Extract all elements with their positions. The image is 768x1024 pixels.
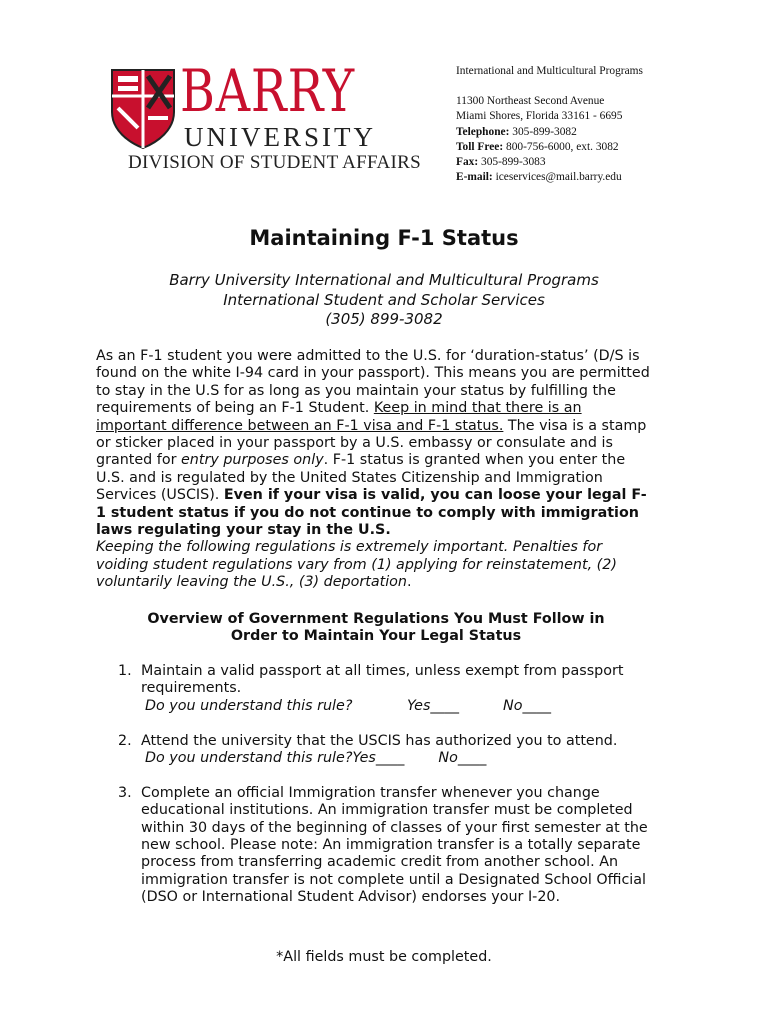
question-text: Do you understand this rule? xyxy=(145,697,353,714)
intro-penalties-text: Keeping the following regulations is extremely important. Penalties for voiding student regulations vary from (1) applying for reinstatement, (2) voluntarily leaving the U.S., (3) deportation xyxy=(96,539,617,591)
rule-item xyxy=(96,733,656,768)
footer-note: *All fields must be completed. xyxy=(276,949,492,965)
subheading-line-2: International Student and Scholar Services xyxy=(223,290,545,309)
fax-label: Fax: xyxy=(456,156,479,169)
office-name: International and Multicultural Programs xyxy=(456,65,643,77)
subheading-line-1: Barry University International and Multicultural Programs xyxy=(169,271,599,289)
intro-text-3: . F-1 status is granted when you enter the U.S. and is regulated by the United States Citizenship and Immigration Services (USCIS). xyxy=(96,452,626,504)
email-value: iceservices@mail.barry.edu xyxy=(495,171,622,184)
yes-blank[interactable]: Yes____ xyxy=(407,697,460,714)
intro-text-end: . xyxy=(407,574,412,591)
rule-item xyxy=(96,785,656,907)
tollfree-label: Toll Free: xyxy=(456,140,504,153)
fax-value: 305-899-3083 xyxy=(481,156,546,169)
rule-number: 1. xyxy=(118,663,132,679)
tollfree-value: 800-756-6000, ext. 3082 xyxy=(506,140,619,153)
telephone-label: Telephone: xyxy=(456,125,510,138)
intro-text-1: As an F-1 student you were admitted to the U.S. for ‘duration-status’ (D/S is found on the white I-94 card in your passport). This means you are permitted to stay in the U.S for as long as you maintain your status by fulfilling the requirements of being an F-1 Student. xyxy=(96,348,650,417)
overview-line-1: Overview of Government Regulations You Must Follow in xyxy=(147,611,605,627)
intro-text-2: The visa is a stamp or sticker placed in your passport by a U.S. embassy or consulate and is granted for xyxy=(96,417,647,469)
rule-question xyxy=(141,750,656,767)
rules-list xyxy=(96,663,656,924)
address-line-2: Miami Shores, Florida 33161 - 6695 xyxy=(456,110,623,123)
university-seal-icon xyxy=(110,68,176,150)
no-blank[interactable]: No____ xyxy=(503,697,552,714)
intro-underlined-text: Keep in mind that there is an important difference between an F-1 visa and F-1 status. xyxy=(96,400,582,434)
contact-block xyxy=(456,64,686,185)
page-title: Maintaining F-1 Status xyxy=(249,226,519,250)
question-text: Do you understand this rule? xyxy=(145,750,353,767)
fax-line xyxy=(456,155,686,170)
subheading xyxy=(0,271,768,330)
rule-number: 2. xyxy=(118,732,132,749)
brand-subtitle: UNIVERSITY xyxy=(184,122,376,152)
overview-heading xyxy=(96,611,656,646)
tollfree-line xyxy=(456,140,686,155)
rule-number: 3. xyxy=(118,784,132,801)
yes-blank[interactable]: Yes____ xyxy=(352,750,405,767)
address-line-1: 11300 Northeast Second Avenue xyxy=(456,95,605,108)
no-blank[interactable]: No____ xyxy=(438,750,487,767)
rule-text: Attend the university that the USCIS has authorized you to attend. xyxy=(141,732,618,749)
rule-item xyxy=(96,663,656,715)
email-line xyxy=(456,170,686,185)
intro-italic-text: entry purposes only xyxy=(181,452,324,469)
overview-line-2: Order to Maintain Your Legal Status xyxy=(230,628,522,645)
telephone-line xyxy=(456,125,686,140)
rule-text: Maintain a valid passport at all times, unless exempt from passport requirements. xyxy=(141,663,624,697)
rule-question xyxy=(141,698,656,715)
email-label: E-mail: xyxy=(456,171,493,184)
intro-bold-warning: Even if your visa is valid, you can loose your legal F-1 student status if you do not continue to comply with immigration laws regulating your stay in the U.S. xyxy=(96,487,647,539)
division-name: DIVISION OF STUDENT AFFAIRS xyxy=(128,152,421,173)
rule-text: Complete an official Immigration transfer whenever you change educational institutions. An immigration transfer must be completed within 30 days of the beginning of classes of your first semester at the new school. Please note: An immigration transfer is a totally separate process from transferring academic credit from another school. An immigration transfer is not complete until a Designated School Official (DSO or International Student Advisor) endorses your I-20. xyxy=(141,784,648,906)
telephone-value: 305-899-3082 xyxy=(512,125,577,138)
intro-paragraph xyxy=(96,348,656,592)
letterhead xyxy=(110,57,670,192)
brand-name: BARRY xyxy=(180,57,355,125)
subheading-phone: (305) 899-3082 xyxy=(325,310,443,328)
